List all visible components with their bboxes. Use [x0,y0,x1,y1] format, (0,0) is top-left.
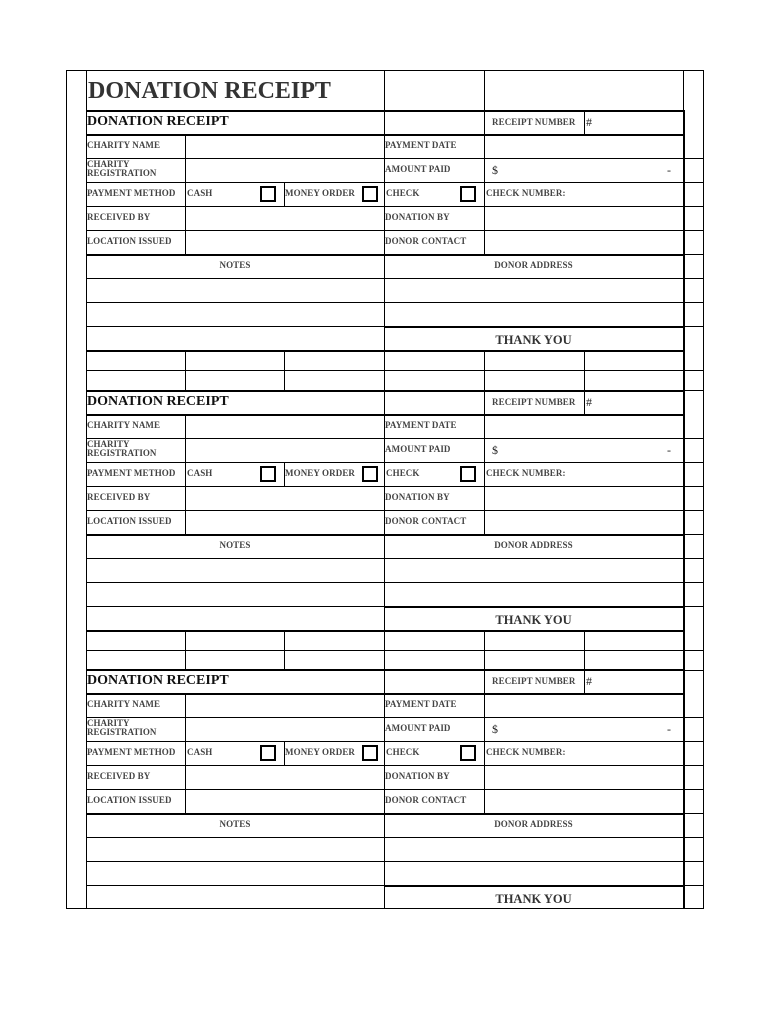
cash-checkbox[interactable] [260,466,276,482]
money-order-checkbox[interactable] [362,186,378,202]
receipt-number-prefix: # [586,674,592,688]
charity-registration-label: CHARITY REGISTRATION [87,439,157,458]
thank-you-text: THANK YOU [495,892,572,906]
charity-name-field[interactable] [187,416,382,436]
amount-value: - [667,163,671,177]
donor-contact-label: DONOR CONTACT [385,516,467,526]
grid-line [66,70,67,909]
receipt-section-title: DONATION RECEIPT [87,114,229,129]
grid-line [185,630,186,670]
grid-line [384,630,385,670]
charity-registration-field[interactable] [187,440,382,460]
thank-you-text: THANK YOU [495,333,572,347]
location-issued-label: LOCATION ISSUED [87,236,172,246]
location-issued-label: LOCATION ISSUED [87,516,172,526]
amount-paid-label: AMOUNT PAID [385,444,451,454]
receipt-number-prefix: # [586,115,592,129]
amount-paid-field[interactable] [504,160,659,180]
amount-paid-label: AMOUNT PAID [385,164,451,174]
grid-line [86,370,703,371]
cash-option-label: CASH [187,747,213,757]
charity-registration-field[interactable] [187,160,382,180]
grid-line [683,70,684,110]
grid-line [484,693,485,813]
grid-line [683,885,703,886]
donor-contact-field[interactable] [486,791,701,811]
location-issued-field[interactable] [187,512,382,532]
grid-line [484,669,485,693]
check-number-field[interactable] [558,184,701,204]
money-order-option-label: MONEY ORDER [285,188,356,198]
amount-paid-field[interactable] [504,440,659,460]
amount-currency-symbol: $ [492,722,498,736]
location-issued-field[interactable] [187,791,382,811]
donor-address-header: DONOR ADDRESS [494,540,573,550]
received-by-label: RECEIVED BY [87,771,151,781]
grid-line [86,650,703,651]
grid-line [484,414,485,534]
check-option-label: CHECK [386,188,420,198]
receipt-section-title: DONATION RECEIPT [87,673,229,688]
donor-address-field[interactable] [386,280,681,324]
grid-line [384,326,683,328]
donor-address-field[interactable] [386,839,681,883]
cash-option-label: CASH [187,188,213,198]
check-number-label: CHECK NUMBER: [486,747,566,757]
donation-receipt-sheet [66,70,704,909]
received-by-field[interactable] [187,208,382,228]
amount-value: - [667,443,671,457]
check-number-field[interactable] [558,464,701,484]
grid-line [683,606,703,607]
money-order-option-label: MONEY ORDER [285,468,356,478]
charity-registration-label: CHARITY REGISTRATION [87,718,157,737]
grid-line [185,693,186,813]
amount-value: - [667,722,671,736]
charity-name-label: CHARITY NAME [87,140,161,150]
charity-name-field[interactable] [187,136,382,156]
cash-checkbox[interactable] [260,745,276,761]
donor-contact-field[interactable] [486,232,701,252]
grid-line [683,813,703,814]
charity-name-field[interactable] [187,695,382,715]
grid-line [86,486,703,487]
grid-line [86,230,703,231]
donor-address-field[interactable] [386,560,681,604]
money-order-checkbox[interactable] [362,466,378,482]
donation-by-field[interactable] [486,488,701,508]
money-order-option-label: MONEY ORDER [285,747,356,757]
grid-line [66,70,704,71]
amount-paid-field[interactable] [504,719,659,739]
cash-option-label: CASH [187,468,213,478]
donation-by-field[interactable] [486,767,701,787]
grid-line [86,206,703,207]
amount-paid-label: AMOUNT PAID [385,723,451,733]
thank-you-text: THANK YOU [495,613,572,627]
grid-line [584,669,585,693]
donation-by-field[interactable] [486,208,701,228]
money-order-checkbox[interactable] [362,745,378,761]
notes-header: NOTES [219,819,251,829]
grid-line [703,70,704,909]
receipt-number-field[interactable] [596,112,681,132]
donor-contact-label: DONOR CONTACT [385,236,467,246]
grid-line [185,414,186,534]
grid-line [86,741,703,742]
donor-address-header: DONOR ADDRESS [494,819,573,829]
grid-line [384,885,683,887]
payment-method-label: PAYMENT METHOD [87,468,176,478]
donor-contact-label: DONOR CONTACT [385,795,467,805]
receipt-number-label: RECEIPT NUMBER [492,397,576,407]
donor-address-header: DONOR ADDRESS [494,260,573,270]
receipt-section-title: DONATION RECEIPT [87,394,229,409]
grid-line [484,134,485,254]
grid-line [86,765,703,766]
receipt-number-field[interactable] [596,671,681,691]
payment-date-label: PAYMENT DATE [385,699,457,709]
check-checkbox[interactable] [460,745,476,761]
check-number-label: CHECK NUMBER: [486,188,566,198]
location-issued-label: LOCATION ISSUED [87,795,172,805]
grid-line [66,908,704,909]
grid-line [86,789,703,790]
grid-line [484,70,485,110]
grid-line [484,110,485,134]
grid-line [584,350,585,390]
grid-line [284,350,285,390]
grid-line [86,182,703,183]
grid-line [284,630,285,670]
location-issued-field[interactable] [187,232,382,252]
received-by-label: RECEIVED BY [87,492,151,502]
amount-currency-symbol: $ [492,163,498,177]
grid-line [584,390,585,414]
receipt-number-field[interactable] [596,392,681,412]
check-option-label: CHECK [386,747,420,757]
notes-header: NOTES [219,260,251,270]
grid-line [86,462,703,463]
charity-registration-field[interactable] [187,719,382,739]
check-checkbox[interactable] [460,186,476,202]
grid-line [384,70,385,110]
grid-line [484,630,485,670]
received-by-field[interactable] [187,488,382,508]
charity-registration-label: CHARITY REGISTRATION [87,159,157,178]
charity-name-label: CHARITY NAME [87,699,161,709]
grid-line [384,606,683,608]
notes-header: NOTES [219,540,251,550]
receipt-number-label: RECEIPT NUMBER [492,117,576,127]
grid-line [86,717,703,718]
grid-line [484,390,485,414]
notes-field[interactable] [88,280,382,348]
grid-line [86,158,703,159]
grid-line [86,278,703,279]
donation-by-label: DONATION BY [385,212,450,222]
payment-method-label: PAYMENT METHOD [87,188,176,198]
grid-line [584,110,585,134]
amount-currency-symbol: $ [492,443,498,457]
donor-contact-field[interactable] [486,512,701,532]
received-by-field[interactable] [187,767,382,787]
grid-line [86,558,703,559]
payment-date-label: PAYMENT DATE [385,420,457,430]
check-number-field[interactable] [558,743,701,763]
receipt-number-prefix: # [586,395,592,409]
payment-date-field[interactable] [486,416,701,436]
payment-method-label: PAYMENT METHOD [87,747,176,757]
payment-date-label: PAYMENT DATE [385,140,457,150]
grid-line [384,350,385,390]
received-by-label: RECEIVED BY [87,212,151,222]
grid-line [86,837,703,838]
grid-line [584,630,585,670]
grid-line [185,134,186,254]
donation-by-label: DONATION BY [385,492,450,502]
receipt-number-label: RECEIPT NUMBER [492,676,576,686]
check-option-label: CHECK [386,468,420,478]
page-title: DONATION RECEIPT [88,78,331,104]
notes-field[interactable] [88,839,382,907]
payment-date-field[interactable] [486,136,701,156]
payment-date-field[interactable] [486,695,701,715]
notes-field[interactable] [88,560,382,628]
grid-line [683,326,703,327]
charity-name-label: CHARITY NAME [87,420,161,430]
grid-line [86,510,703,511]
donation-by-label: DONATION BY [385,771,450,781]
grid-line [484,350,485,390]
check-number-label: CHECK NUMBER: [486,468,566,478]
check-checkbox[interactable] [460,466,476,482]
grid-line [86,438,703,439]
cash-checkbox[interactable] [260,186,276,202]
grid-line [185,350,186,390]
grid-line [683,254,703,255]
grid-line [683,534,703,535]
